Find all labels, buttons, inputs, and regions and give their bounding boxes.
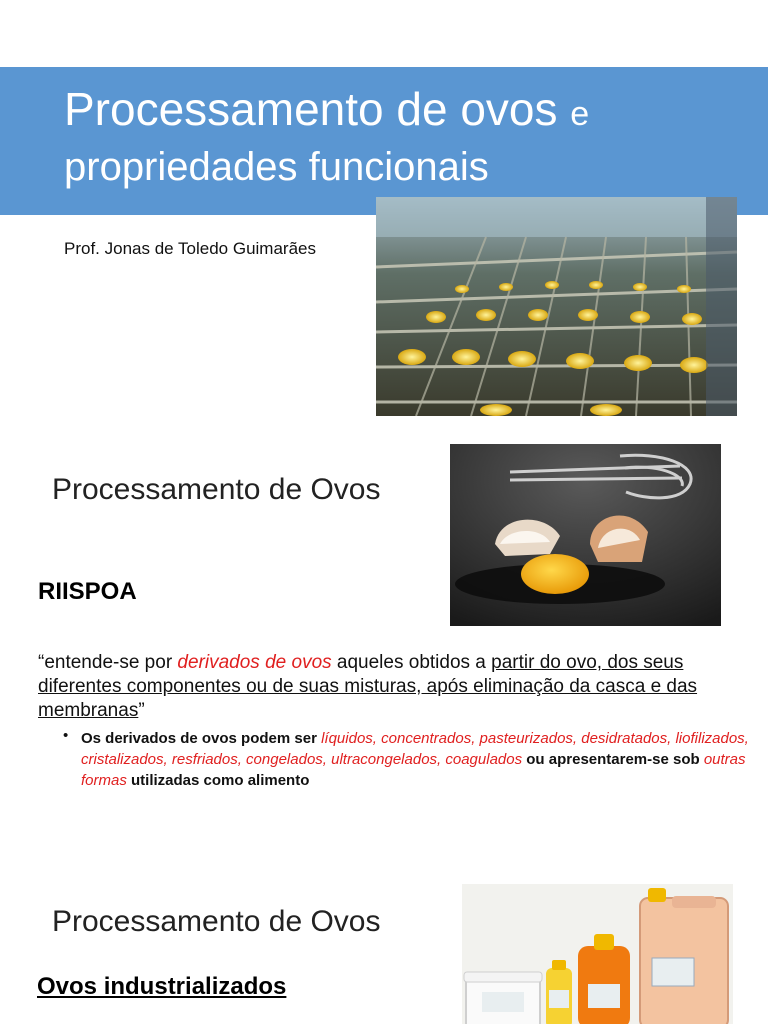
- slide-title-line1: [64, 82, 589, 136]
- section-heading: Processamento de Ovos: [52, 473, 381, 506]
- author-name: Prof. Jonas de Toledo Guimarães: [64, 239, 316, 258]
- quote-open: “entende-se por: [38, 652, 178, 673]
- derivatives-bullet: [64, 728, 754, 791]
- bullet-other-forms: outras formas: [81, 751, 746, 789]
- title-main-text: Processamento de ovos: [64, 83, 558, 135]
- quote-middle: aqueles obtidos a: [331, 652, 492, 673]
- bullet-middle: ou apresentarem-se sob: [522, 751, 704, 768]
- egg-products-containers-photo: [462, 884, 733, 1024]
- bullet-forms-highlight: líquidos, concentrados, pasteurizados, desidratados, liofilizados, cristalizados, resfriados, congelados, ultracongelados, coagulados: [81, 730, 749, 768]
- subheading-riispoa: RIISPOA: [38, 578, 137, 605]
- egg-processing-line-photo: [376, 197, 737, 416]
- bullet-marker: •: [63, 727, 69, 744]
- bullet-lead: Os derivados de ovos podem ser: [81, 730, 322, 747]
- section-heading-2: Processamento de Ovos: [52, 905, 381, 938]
- title-connector-text: e: [570, 95, 590, 133]
- bullet-tail: utilizadas como alimento: [126, 772, 310, 789]
- quote-underlined: partir do ovo, dos seus diferentes componentes ou de suas misturas, após eliminação da casca e das membranas: [38, 652, 698, 721]
- quote-highlight: derivados de ovos: [177, 652, 332, 673]
- quote-close: ”: [138, 700, 145, 721]
- slide-title-line2: propriedades funcionais: [64, 145, 489, 189]
- riispoa-definition-quote: [38, 651, 738, 723]
- subheading-industrialized: Ovos industrializados: [37, 973, 287, 1000]
- broken-egg-photo: [450, 444, 721, 626]
